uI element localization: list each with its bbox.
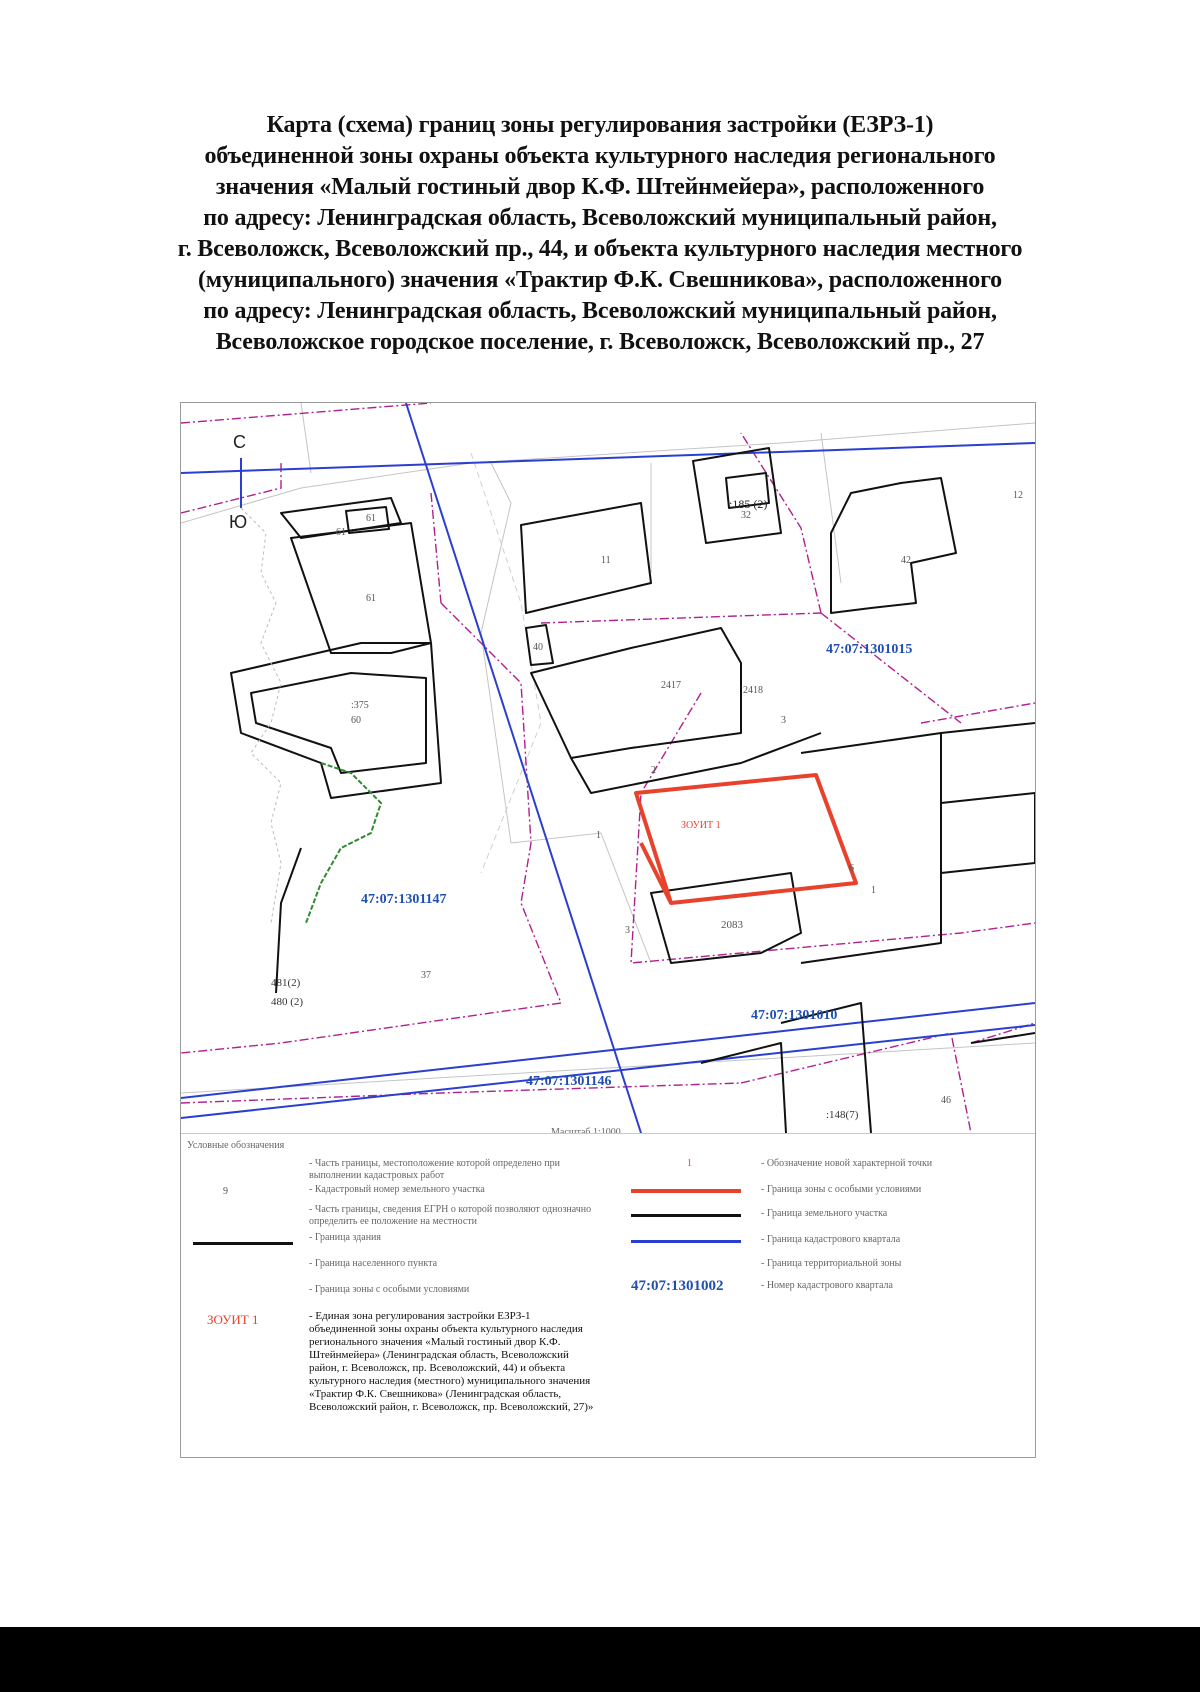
background-lot-lines [181,403,1035,1093]
legend-item: - Обозначение новой характерной точки [761,1158,933,1169]
parcel-south-east [971,1033,1035,1043]
legend-sample-quarter [631,1240,741,1243]
legend-item: - Кадастровый номер земельного участка [309,1184,485,1195]
legend-sample-building [193,1242,293,1245]
legend-item: - Граница зоны с особыми условиями [761,1184,922,1195]
legend-quarter-code: 47:07:1301002 [631,1278,724,1294]
parcel-2417 [531,628,741,758]
parcel-number: 481(2) [271,977,301,989]
title-line: (муниципального) значения «Трактир Ф.К. Свешникова», расположенного [198,267,1002,293]
quarter-label: 47:07:1301147 [361,892,447,907]
parcel-number: 60 [351,715,361,726]
parcel-right-box [941,793,1035,873]
irregular-lot-lines [241,508,281,923]
legend-item: - Граница здания [309,1232,382,1243]
parcel-11 [521,503,651,613]
parcel-number: 32 [741,510,751,521]
parcel-boundaries [231,448,1035,1133]
title-line: объединенной зоны охраны объекта культурного наследия регионального [204,143,996,169]
legend-item: - Граница кадастрового квартала [761,1234,901,1245]
title-line: значения «Малый гостиный двор К.Ф. Штейнмейера», расположенного [215,174,985,200]
parcel-number: 1 [871,885,876,896]
map-canvas[interactable] [181,403,1035,1133]
parcel-number: 61 [336,527,346,538]
map-title [90,110,1110,358]
title-line: по адресу: Ленинградская область, Всеволожский муниципальный район, [203,205,997,231]
legend-item: - Часть границы, сведения ЕГРН о которой позволяют однозначно определить ее положение на местности [309,1204,592,1227]
parcel-number: 37 [421,970,431,981]
territorial-zone-lines [181,403,1035,1133]
quarter-line-diagonal [406,403,641,1133]
parcel-number: 1 [596,830,601,841]
parcel-number: 12 [1013,490,1023,501]
parcel-number: 46 [941,1095,951,1106]
legend-zone-description: - Единая зона регулирования застройки ЕЗРЗ-1 объединенной зоны охраны объекта культурного наследия регионального значения «Малый гостиный двор К.Ф. Штейнмейера» (Ленинградская область, Всеволожский район, г. Всеволожск, пр. Всеволожский, 44) и объекта культурного наследия (местного) муниципального значения «Трактир Ф.К. Свешникова» (Ленинградская область, Всеволожский район, г. Всеволожск, пр. Всеволожский, 27)» [309,1310,594,1413]
legend-item: - Граница зоны с особыми условиями [309,1284,470,1295]
parcel-number: 480 (2) [271,996,304,1008]
parcel-number: 2 [651,765,656,776]
legend-zone-name: ЗОУИТ 1 [207,1312,259,1327]
quarter-label: 47:07:1301010 [751,1008,838,1023]
parcel-2083 [651,873,801,963]
quarter-label: 47:07:1301015 [826,642,913,657]
title-line: Карта (схема) границ зоны регулирования застройки (ЕЗРЗ-1) [266,112,934,138]
title-line: Всеволожское городское поселение, г. Всеволожск, Всеволожский пр., 27 [215,329,985,355]
parcel-number: 6 [849,863,854,874]
parcel-37-west [276,848,301,993]
parcel-2-line [571,733,821,793]
legend-heading: Условные обозначения [187,1140,285,1151]
compass-south: Ю [229,512,248,532]
parcel-375 [231,643,441,798]
parcel-60 [251,673,426,773]
compass-north: С [233,432,246,452]
quarter-label: 47:07:1301146 [526,1074,612,1089]
parcel-number: 11 [601,555,611,566]
parcel-number: 2418 [743,685,763,696]
parcel-number: 40 [533,642,543,653]
bottom-black-bar [0,1627,1200,1692]
parcel-number: 61 [366,513,376,524]
legend-item: - Граница земельного участка [761,1208,888,1219]
quarter-line-south-2 [181,1025,1035,1118]
legend-sample-parcel-number: 9 [223,1186,228,1197]
parcel-number: 3 [625,925,630,936]
parcel-number: :185 (2) [729,497,768,511]
cadastral-map[interactable] [180,402,1036,1458]
map-legend [181,1133,1035,1458]
parcel-number: 2083 [721,919,743,931]
legend-sample-new-point: 1 [687,1158,692,1169]
title-line: г. Всеволожск, Всеволожский пр., 44, и объекта культурного наследия местного [177,236,1023,262]
legend-item: - Номер кадастрового квартала [761,1280,893,1291]
parcel-line-east [941,723,1035,733]
title-line: по адресу: Ленинградская область, Всеволожский муниципальный район, [203,298,997,324]
ezrz-zone-boundary[interactable] [636,775,856,903]
legend-sample-parcel [631,1214,741,1217]
parcel-number: 61 [366,593,376,604]
quarter-boundaries [181,403,1035,1133]
parcel-number: :148(7) [826,1109,859,1121]
parcel-number: 2417 [661,680,681,691]
legend-item: - Часть границы, местоположение которой определено при выполнении кадастровых работ [309,1158,560,1181]
legend-sample-zone [631,1189,741,1193]
zone-label: ЗОУИТ 1 [681,820,721,831]
parcel-block-east [801,733,941,963]
parcel-number: 42 [901,555,911,566]
parcel-42 [831,478,956,613]
parcel-number: :375 [351,700,369,711]
legend-item: - Граница территориальной зоны [761,1258,902,1269]
parcel-number: 3 [781,715,786,726]
legend-item: - Граница населенного пункта [309,1258,438,1269]
parcel-61c [291,523,431,653]
